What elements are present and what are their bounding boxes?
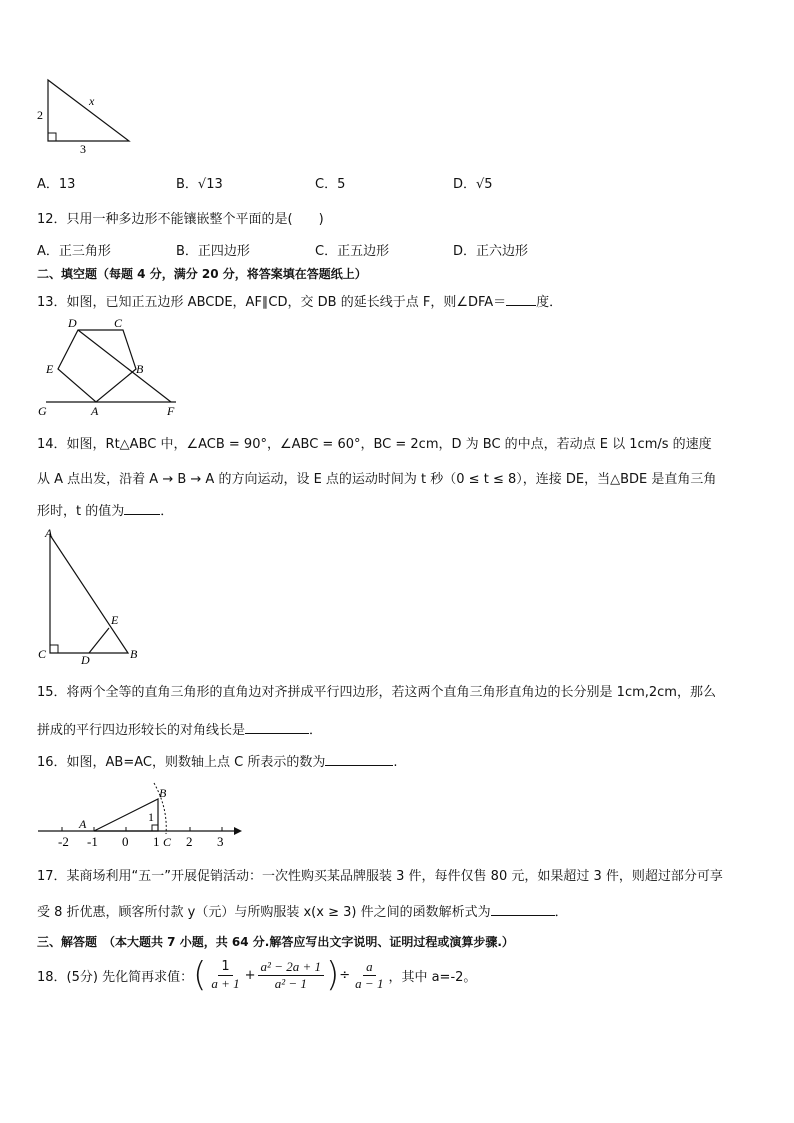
q15-answer-blank	[245, 721, 309, 734]
q16-tick-label-0: 0	[122, 834, 129, 849]
q16-number-line-figure	[36, 778, 246, 850]
q14-label-e: E	[111, 613, 119, 627]
q14-line2: 从 A 点出发，沿着 A → B → A 的方向运动，设 E 点的运动时间为 t 秒（0 ≤ t ≤ 8），连接 DE，当△BDE 是直角三角	[37, 472, 717, 487]
q12-stem: 12．只用一种多边形不能镶嵌整个平面的是( )	[37, 212, 324, 227]
q14-line1: 14．如图，Rt△ABC 中，∠ACB = 90°，∠ABC = 60°，BC = 2cm，D 为 BC 的中点，若动点 E 以 1cm/s 的速度	[37, 437, 712, 452]
q14-triangle-figure	[36, 525, 146, 665]
q18-fraction-1: $\frac{1}{a + 1}$	[211, 958, 240, 991]
q14-label-c: C	[38, 647, 47, 661]
q16-right-angle-mark	[152, 825, 158, 831]
q16-tick-label-2: 2	[186, 834, 193, 849]
q12-option-d: D．正六边形	[453, 244, 529, 259]
q14-label-b: B	[130, 647, 138, 661]
q12-option-b: B．正四边形	[176, 244, 250, 259]
q14-label-a: A	[45, 526, 53, 540]
q11-option-d: D．√5	[453, 177, 493, 192]
q11-label-left: 2	[37, 108, 43, 122]
q14-line3: 形时，t 的值为 ．	[37, 504, 174, 519]
q16-label-one: 1	[148, 810, 154, 824]
q11-label-hyp: x	[89, 94, 95, 108]
q17-line1: 17．某商场利用“五一”开展促销活动：一次性购买某品牌服装 3 件，每件仅售 80 元，如果超过 3 件，则超过部分可享	[37, 869, 723, 884]
q18-left-paren: (	[193, 955, 207, 995]
q18-stem	[37, 955, 477, 995]
q11-label-bottom: 3	[80, 142, 86, 155]
q16-tick-label-m2: -2	[58, 834, 69, 849]
q14-triangle-abc	[50, 535, 128, 653]
q15-line2: 拼成的平行四边形较长的对角线长是 ．	[37, 723, 323, 738]
q13-label-b: B	[136, 362, 144, 376]
q13-pentagon-figure	[36, 312, 186, 417]
section2-heading: 二、填空题（每题 4 分，满分 20 分，将答案填在答题纸上）	[37, 267, 367, 281]
q13-label-c: C	[114, 316, 123, 330]
q16-answer-blank	[325, 753, 393, 766]
q13-label-d: D	[68, 316, 77, 330]
q16-axis-arrow	[234, 827, 242, 835]
q17-answer-blank	[491, 903, 555, 916]
section3-heading: 三、解答题 （本大题共 7 小题，共 64 分.解答应写出文字说明、证明过程或演算步骤.）	[37, 935, 514, 949]
q18-plus: +	[244, 967, 256, 983]
q13-label-e: E	[46, 362, 54, 376]
q16-tick-label-3: 3	[217, 834, 224, 849]
q11-option-c: C．5	[315, 177, 346, 192]
q18-prefix: 18．(5分) 先化简再求值：	[37, 969, 194, 985]
q16-label-a: A	[79, 817, 87, 831]
q11-option-b: B．√13	[176, 177, 223, 192]
q18-fraction-3: $\frac{a}{a - 1}$	[355, 958, 384, 991]
q11-option-a: A．13	[37, 177, 76, 192]
q13-label-a: A	[91, 404, 99, 417]
q16-tick-label-m1: -1	[87, 834, 98, 849]
q18-divide: ÷	[339, 967, 351, 983]
q17-line2: 受 8 折优惠，顾客所付款 y（元）与所购服装 x(x ≥ 3) 件之间的函数解析式为 ．	[37, 905, 568, 920]
q12-option-c: C．正五边形	[315, 244, 390, 259]
q14-segment-de	[89, 628, 109, 653]
q15-line1: 15．将两个全等的直角三角形的直角边对齐拼成平行四边形，若这两个直角三角形直角边的长分别是 1cm,2cm，那么	[37, 685, 716, 700]
q13-stem: 13．如图，已知正五边形 ABCDE，AF∥CD，交 DB 的延长线于点 F，则∠DFA＝ 度．	[37, 295, 563, 310]
q11-triangle-figure	[30, 75, 140, 155]
q18-right-paren: )	[326, 955, 340, 995]
q13-label-g: G	[38, 404, 47, 417]
q16-tick-label-1: 1	[153, 834, 160, 849]
q11-right-angle-mark	[48, 133, 56, 141]
q13-line-df	[78, 330, 171, 402]
q12-option-a: A．正三角形	[37, 244, 111, 259]
q13-answer-blank	[506, 293, 536, 306]
q18-fraction-2: $\frac{\text{a² − 2a + 1}}{\text{a² − 1}}$	[258, 959, 324, 992]
q16-label-c: C	[163, 835, 172, 849]
q14-answer-blank	[124, 502, 160, 515]
q18-suffix: ，其中 a=-2。	[388, 969, 477, 985]
q14-right-angle-mark	[50, 645, 58, 653]
q16-stem: 16．如图，AB=AC，则数轴上点 C 所表示的数为 .	[37, 755, 398, 770]
q16-label-b: B	[159, 786, 167, 800]
q14-label-d: D	[81, 653, 90, 665]
q11-triangle	[48, 80, 129, 141]
q13-label-f: F	[167, 404, 175, 417]
